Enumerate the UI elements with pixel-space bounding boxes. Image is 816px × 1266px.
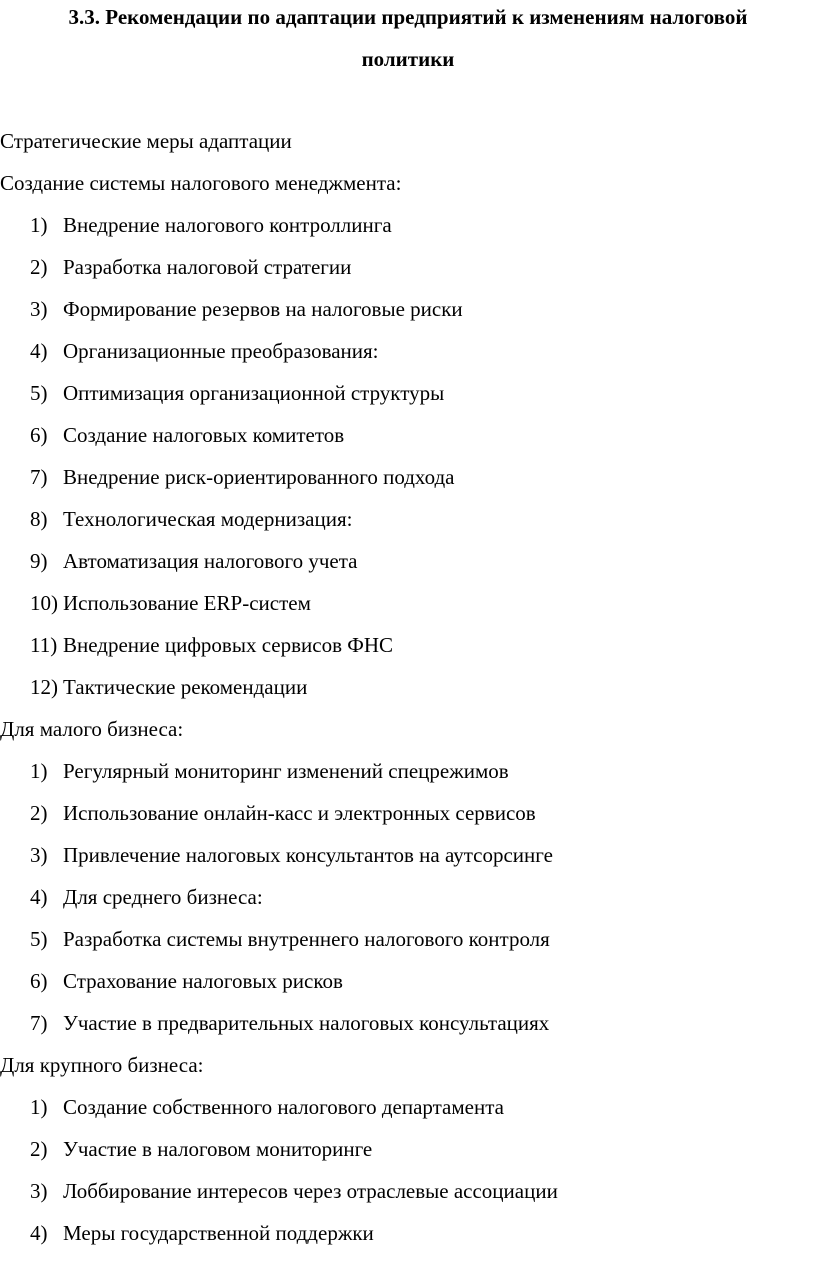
list-item-text: Внедрение риск-ориентированного подхода	[63, 465, 455, 489]
list-item-text: Страхование налоговых рисков	[63, 969, 343, 993]
list-item-number: 2)	[30, 255, 48, 279]
group-heading-tax-management: Создание системы налогового менеджмента:	[0, 171, 402, 195]
list-item-number: 3)	[30, 297, 48, 321]
list-item-text: Формирование резервов на налоговые риски	[63, 297, 463, 321]
list-item-text: Использование ERP-систем	[63, 591, 311, 615]
list-item-text: Создание налоговых комитетов	[63, 423, 345, 447]
list-item-number: 2)	[30, 1137, 48, 1161]
list-item-text: Внедрение цифровых сервисов ФНС	[63, 633, 394, 657]
list-item-number: 3)	[30, 1179, 48, 1203]
list-item-number: 4)	[30, 885, 48, 909]
list-item-text: Меры государственной поддержки	[63, 1221, 374, 1245]
list-item-number: 4)	[30, 339, 48, 363]
section-intro: Стратегические меры адаптации	[0, 129, 292, 153]
group-heading-large-business: Для крупного бизнеса:	[0, 1053, 204, 1077]
list-item-text: Технологическая модернизация:	[63, 507, 353, 531]
list-item-number: 5)	[30, 927, 48, 951]
list-item-text: Создание собственного налогового департамента	[63, 1095, 504, 1119]
section-title-line-2: политики	[361, 47, 455, 71]
group-heading-small-business: Для малого бизнеса:	[0, 717, 184, 741]
list-item-number: 10)	[30, 591, 58, 615]
list-item-number: 1)	[30, 213, 48, 237]
list-item-text: Внедрение налогового контроллинга	[63, 213, 392, 237]
list-item-number: 9)	[30, 549, 48, 573]
list-item-number: 7)	[30, 465, 48, 489]
list-item-text: Разработка системы внутреннего налогового контроля	[63, 927, 550, 951]
list-item-number: 1)	[30, 759, 48, 783]
section-title-line-1: 3.3. Рекомендации по адаптации предприятий к изменениям налоговой	[68, 5, 748, 29]
list-item-number: 11)	[30, 633, 58, 657]
list-item-number: 2)	[30, 801, 48, 825]
list-item-text: Лоббирование интересов через отраслевые ассоциации	[63, 1179, 558, 1203]
list-item-text: Привлечение налоговых консультантов на аутсорсинге	[63, 843, 553, 867]
list-item-text: Разработка налоговой стратегии	[63, 255, 352, 279]
list-item-number: 1)	[30, 1095, 48, 1119]
list-item-text: Оптимизация организационной структуры	[63, 381, 445, 405]
list-item-number: 12)	[30, 675, 58, 699]
list-item-number: 3)	[30, 843, 48, 867]
list-item-text: Участие в налоговом мониторинге	[63, 1137, 373, 1161]
list-item-number: 7)	[30, 1011, 48, 1035]
list-item-text: Тактические рекомендации	[63, 675, 308, 699]
list-item-text: Использование онлайн-касс и электронных сервисов	[63, 801, 536, 825]
list-item-number: 6)	[30, 969, 48, 993]
list-item-text: Для среднего бизнеса:	[63, 885, 263, 909]
list-item-number: 6)	[30, 423, 48, 447]
list-item-text: Регулярный мониторинг изменений спецрежимов	[63, 759, 509, 783]
list-item-text: Автоматизация налогового учета	[63, 549, 358, 573]
list-item-number: 8)	[30, 507, 48, 531]
list-item-text: Участие в предварительных налоговых консультациях	[63, 1011, 550, 1035]
list-item-number: 4)	[30, 1221, 48, 1245]
list-item-text: Организационные преобразования:	[63, 339, 379, 363]
list-item-number: 5)	[30, 381, 48, 405]
